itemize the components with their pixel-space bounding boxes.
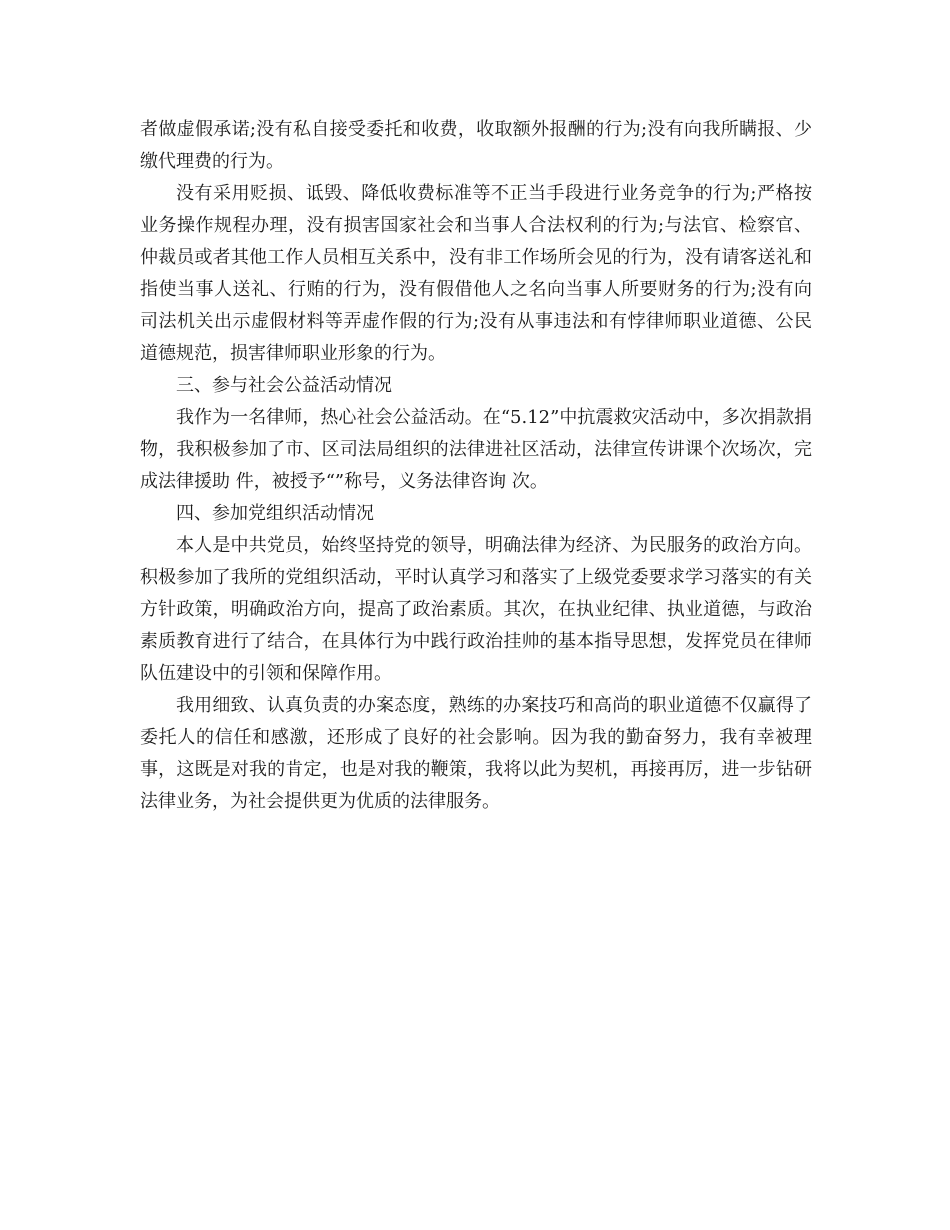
paragraph-party-activities: 本人是中共党员，始终坚持党的领导，明确法律为经济、为民服务的政治方向。积极参加了我所的党组织活动，平时认真学习和落实了上级党委要求学习落实的有关方针政策，明确政治方向，提高了政治素质。其次，在执业纪律、执业道德，与政治素质教育进行了结合，在具体行为中践行政治挂帅的基本指导思想，发挥党员在律师队伍建设中的引领和保障作用。 bbox=[140, 535, 812, 684]
paragraph-continuation: 者做虚假承诺;没有私自接受委托和收费，收取额外报酬的行为;没有向我所瞒报、少缴代理费的行为。 bbox=[140, 119, 812, 172]
section-heading-party-activities: 四、参加党组织活动情况 bbox=[176, 503, 374, 524]
paragraph-conduct: 没有采用贬损、诋毁、降低收费标准等不正当手段进行业务竞争的行为;严格按业务操作规程办理，没有损害国家社会和当事人合法权利的行为;与法官、检察官、仲裁员或者其他工作人员相互关系中，没有非工作场所会见的行为，没有请客送礼和指使当事人送礼、行贿的行为，没有假借他人之名向当事人所要财务的行为;没有向司法机关出示虚假材料等弄虚作假的行为;没有从事违法和有悖律师职业道德、公民道德规范，损害律师职业形象的行为。 bbox=[140, 183, 812, 364]
section-heading-public-welfare: 三、参与社会公益活动情况 bbox=[176, 375, 392, 396]
document-body bbox=[140, 114, 812, 818]
paragraph-public-welfare: 我作为一名律师，热心社会公益活动。在“5.12”中抗震救灾活动中，多次捐款捐物，我积极参加了市、区司法局组织的法律进社区活动，法律宣传讲课个次场次，完成法律援助 件，被授予“”称号，义务法律咨询 次。 bbox=[140, 407, 812, 492]
paragraph-conclusion: 我用细致、认真负责的办案态度，熟练的办案技巧和高尚的职业道德不仅赢得了委托人的信任和感激，还形成了良好的社会影响。因为我的勤奋努力，我有幸被理事，这既是对我的肯定，也是对我的鞭策，我将以此为契机，再接再厉，进一步钻研法律业务，为社会提供更为优质的法律服务。 bbox=[140, 695, 812, 812]
